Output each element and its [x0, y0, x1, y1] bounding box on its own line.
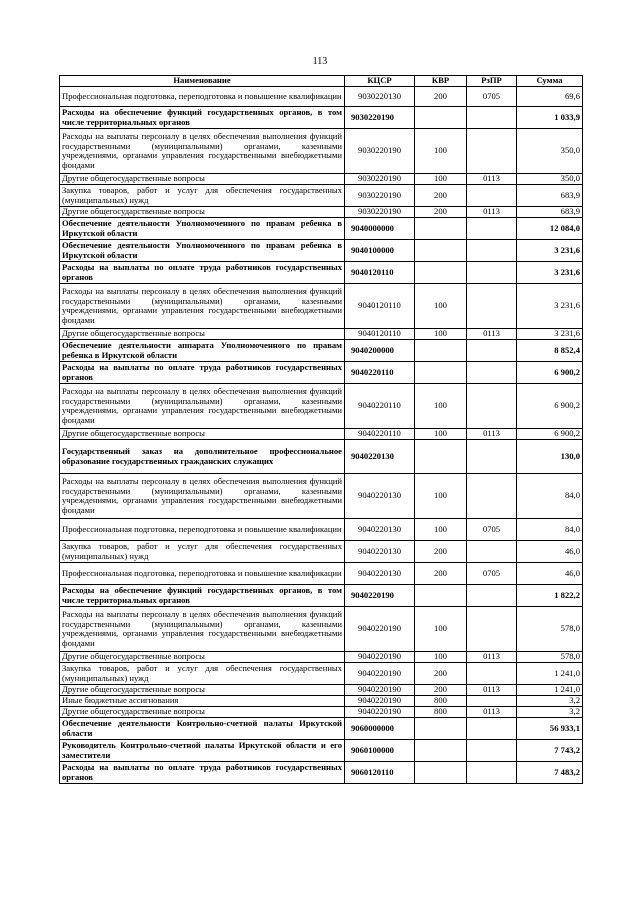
cell-rzpr [467, 340, 517, 362]
cell-kcsr: 9030220190 [345, 207, 415, 218]
cell-name: Обеспечение деятельности аппарата Уполномоченного по правам ребенка в Иркутской области [60, 340, 345, 362]
cell-kcsr: 9060120110 [345, 762, 415, 784]
cell-rzpr [467, 284, 517, 329]
table-row [60, 340, 583, 362]
cell-rzpr [467, 218, 517, 240]
cell-kvr [415, 440, 467, 474]
table-row [60, 563, 583, 585]
cell-sum: 350,0 [517, 129, 583, 174]
table-row [60, 87, 583, 107]
cell-kcsr: 9040000000 [345, 218, 415, 240]
cell-name: Расходы на выплаты персоналу в целях обеспечения выполнения функций государственными (муниципальными) органами, казенными учреждениями, органами управления государственными внебюджетными фондами [60, 284, 345, 329]
cell-kcsr: 9030220190 [345, 185, 415, 207]
table-row [60, 107, 583, 129]
cell-name: Профессиональная подготовка, переподготовка и повышение квалификации [60, 519, 345, 541]
cell-name: Другие общегосударственные вопросы [60, 174, 345, 185]
cell-sum: 130,0 [517, 440, 583, 474]
cell-sum: 56 933,1 [517, 718, 583, 740]
cell-sum: 1 241,0 [517, 663, 583, 685]
cell-name: Расходы на выплаты персоналу в целях обеспечения выполнения функций государственными (муниципальными) органами, казенными учреждениями, органами управления государственными внебюджетными фондами [60, 129, 345, 174]
cell-kcsr: 9030220190 [345, 107, 415, 129]
cell-sum: 3,2 [517, 707, 583, 718]
cell-name: Другие общегосударственные вопросы [60, 329, 345, 340]
table-row [60, 718, 583, 740]
cell-kvr [415, 362, 467, 384]
cell-kcsr: 9040120110 [345, 284, 415, 329]
cell-kvr: 100 [415, 652, 467, 663]
header-rzpr: РзПР [467, 76, 517, 87]
cell-name: Закупка товаров, работ и услуг для обеспечения государственных (муниципальных) нужд [60, 663, 345, 685]
cell-kcsr: 9040200000 [345, 340, 415, 362]
cell-sum: 12 084,0 [517, 218, 583, 240]
cell-rzpr: 0705 [467, 563, 517, 585]
cell-kcsr: 9040220190 [345, 685, 415, 696]
cell-name: Расходы на выплаты персоналу в целях обеспечения выполнения функций государственными (муниципальными) органами, казенными учреждениями, органами управления государственными внебюджетными фондами [60, 384, 345, 429]
cell-sum: 7 743,2 [517, 740, 583, 762]
cell-sum: 3 231,6 [517, 240, 583, 262]
cell-kvr: 100 [415, 284, 467, 329]
cell-kcsr: 9040220190 [345, 585, 415, 607]
cell-kcsr: 9030220190 [345, 129, 415, 174]
cell-kvr: 200 [415, 541, 467, 563]
cell-name: Расходы на выплаты по оплате труда работников государственных органов [60, 762, 345, 784]
cell-rzpr [467, 129, 517, 174]
cell-name: Расходы на обеспечение функций государственных органов, в том числе территориальных органов [60, 107, 345, 129]
cell-sum: 6 900,2 [517, 384, 583, 429]
cell-kvr: 100 [415, 174, 467, 185]
cell-sum: 84,0 [517, 519, 583, 541]
table-row [60, 384, 583, 429]
cell-kvr: 100 [415, 474, 467, 519]
cell-rzpr [467, 607, 517, 652]
table-row [60, 362, 583, 384]
table-row [60, 663, 583, 685]
cell-kcsr: 9040220110 [345, 429, 415, 440]
cell-sum: 3 231,6 [517, 329, 583, 340]
cell-name: Руководитель Контрольно-счетной палаты Иркутской области и его заместители [60, 740, 345, 762]
cell-kcsr: 9040220190 [345, 663, 415, 685]
cell-name: Расходы на выплаты по оплате труда работников государственных органов [60, 362, 345, 384]
cell-rzpr [467, 762, 517, 784]
table-row [60, 329, 583, 340]
cell-rzpr: 0705 [467, 87, 517, 107]
cell-kcsr: 9040220110 [345, 384, 415, 429]
cell-sum: 6 900,2 [517, 362, 583, 384]
cell-kvr: 200 [415, 87, 467, 107]
cell-kvr: 200 [415, 185, 467, 207]
cell-kvr: 100 [415, 429, 467, 440]
cell-name: Расходы на обеспечение функций государственных органов, в том числе территориальных органов [60, 585, 345, 607]
cell-kvr: 100 [415, 607, 467, 652]
cell-sum: 3 231,6 [517, 284, 583, 329]
table-row [60, 585, 583, 607]
table-row [60, 218, 583, 240]
cell-name: Расходы на выплаты персоналу в целях обеспечения выполнения функций государственными (муниципальными) органами, казенными учреждениями, органами управления государственными внебюджетными фондами [60, 607, 345, 652]
cell-kvr [415, 218, 467, 240]
cell-name: Профессиональная подготовка, переподготовка и повышение квалификации [60, 87, 345, 107]
cell-sum: 84,0 [517, 474, 583, 519]
cell-name: Обеспечение деятельности Контрольно-счетной палаты Иркутской области [60, 718, 345, 740]
cell-rzpr [467, 262, 517, 284]
cell-kcsr: 9040220130 [345, 474, 415, 519]
cell-sum: 1 822,2 [517, 585, 583, 607]
cell-name: Расходы на выплаты по оплате труда работников государственных органов [60, 262, 345, 284]
table-row [60, 262, 583, 284]
table-row [60, 284, 583, 329]
cell-kvr: 100 [415, 129, 467, 174]
table-row [60, 707, 583, 718]
cell-rzpr: 0113 [467, 174, 517, 185]
table-row [60, 474, 583, 519]
cell-rzpr [467, 474, 517, 519]
cell-kvr: 200 [415, 563, 467, 585]
table-row [60, 440, 583, 474]
cell-sum: 683,9 [517, 185, 583, 207]
cell-kvr: 100 [415, 519, 467, 541]
cell-kvr [415, 762, 467, 784]
cell-name: Закупка товаров, работ и услуг для обеспечения государственных (муниципальных) нужд [60, 185, 345, 207]
cell-kcsr: 9040220190 [345, 607, 415, 652]
cell-rzpr [467, 107, 517, 129]
cell-sum: 8 852,4 [517, 340, 583, 362]
cell-rzpr [467, 740, 517, 762]
cell-rzpr [467, 185, 517, 207]
table-row [60, 207, 583, 218]
cell-sum: 6 900,2 [517, 429, 583, 440]
cell-kcsr: 9040220110 [345, 362, 415, 384]
cell-rzpr: 0705 [467, 519, 517, 541]
table-row [60, 696, 583, 707]
table-row [60, 429, 583, 440]
page-number: 113 [312, 56, 328, 67]
cell-rzpr [467, 240, 517, 262]
table-body [60, 87, 583, 784]
cell-sum: 1 241,0 [517, 685, 583, 696]
cell-name: Государственный заказ на дополнительное профессиональное образование государственных гражданских служащих [60, 440, 345, 474]
table-row [60, 519, 583, 541]
cell-name: Профессиональная подготовка, переподготовка и повышение квалификации [60, 563, 345, 585]
table-row [60, 174, 583, 185]
cell-sum: 46,0 [517, 563, 583, 585]
header-kcsr: КЦСР [345, 76, 415, 87]
cell-name: Другие общегосударственные вопросы [60, 685, 345, 696]
cell-kvr: 800 [415, 707, 467, 718]
cell-name: Обеспечение деятельности Уполномоченного по правам ребенка в Иркутской области [60, 240, 345, 262]
cell-sum: 350,0 [517, 174, 583, 185]
cell-name: Закупка товаров, работ и услуг для обеспечения государственных (муниципальных) нужд [60, 541, 345, 563]
cell-kvr: 800 [415, 696, 467, 707]
table-row [60, 685, 583, 696]
cell-kcsr: 9040220130 [345, 519, 415, 541]
table-row [60, 762, 583, 784]
table-header-row [60, 76, 583, 87]
cell-name: Обеспечение деятельности Уполномоченного по правам ребенка в Иркутской области [60, 218, 345, 240]
cell-rzpr [467, 440, 517, 474]
cell-name: Иные бюджетные ассигнования [60, 696, 345, 707]
cell-kcsr: 9040220190 [345, 696, 415, 707]
cell-sum: 578,0 [517, 652, 583, 663]
cell-sum: 7 483,2 [517, 762, 583, 784]
cell-sum: 46,0 [517, 541, 583, 563]
cell-rzpr: 0113 [467, 707, 517, 718]
cell-kvr [415, 718, 467, 740]
cell-kcsr: 9030220190 [345, 174, 415, 185]
header-kvr: КВР [415, 76, 467, 87]
cell-rzpr: 0113 [467, 329, 517, 340]
budget-table [59, 75, 583, 784]
cell-kvr [415, 585, 467, 607]
table-row [60, 607, 583, 652]
cell-name: Другие общегосударственные вопросы [60, 207, 345, 218]
cell-rzpr [467, 718, 517, 740]
cell-kvr [415, 240, 467, 262]
cell-sum: 683,9 [517, 207, 583, 218]
cell-kcsr: 9040120110 [345, 329, 415, 340]
cell-rzpr [467, 362, 517, 384]
cell-name: Другие общегосударственные вопросы [60, 429, 345, 440]
cell-rzpr: 0113 [467, 429, 517, 440]
cell-kvr: 200 [415, 207, 467, 218]
table-row [60, 541, 583, 563]
header-name: Наименование [60, 76, 345, 87]
cell-kvr: 200 [415, 685, 467, 696]
cell-kcsr: 9040220130 [345, 440, 415, 474]
cell-rzpr [467, 696, 517, 707]
cell-sum: 578,0 [517, 607, 583, 652]
cell-kcsr: 9040220130 [345, 563, 415, 585]
cell-kvr [415, 340, 467, 362]
cell-rzpr [467, 663, 517, 685]
cell-rzpr: 0113 [467, 207, 517, 218]
cell-kcsr: 9040220190 [345, 707, 415, 718]
table-row [60, 185, 583, 207]
cell-kcsr: 9040220130 [345, 541, 415, 563]
table-row [60, 740, 583, 762]
cell-kcsr: 9040120110 [345, 262, 415, 284]
cell-kcsr: 9060000000 [345, 718, 415, 740]
cell-kcsr: 9060100000 [345, 740, 415, 762]
cell-kvr: 100 [415, 384, 467, 429]
cell-kvr [415, 262, 467, 284]
cell-kcsr: 9030220130 [345, 87, 415, 107]
cell-kvr [415, 107, 467, 129]
cell-rzpr [467, 585, 517, 607]
table-row [60, 240, 583, 262]
cell-kcsr: 9040100000 [345, 240, 415, 262]
table-row [60, 129, 583, 174]
cell-sum: 3,2 [517, 696, 583, 707]
cell-kvr: 200 [415, 663, 467, 685]
header-sum: Сумма [517, 76, 583, 87]
cell-rzpr [467, 384, 517, 429]
cell-kcsr: 9040220190 [345, 652, 415, 663]
cell-rzpr: 0113 [467, 652, 517, 663]
cell-rzpr: 0113 [467, 685, 517, 696]
cell-kvr: 100 [415, 329, 467, 340]
cell-name: Другие общегосударственные вопросы [60, 652, 345, 663]
table-row [60, 652, 583, 663]
cell-kvr [415, 740, 467, 762]
cell-rzpr [467, 541, 517, 563]
cell-sum: 1 033,9 [517, 107, 583, 129]
cell-sum: 3 231,6 [517, 262, 583, 284]
cell-name: Другие общегосударственные вопросы [60, 707, 345, 718]
cell-name: Расходы на выплаты персоналу в целях обеспечения выполнения функций государственными (муниципальными) органами, казенными учреждениями, органами управления государственными внебюджетными фондами [60, 474, 345, 519]
cell-sum: 69,6 [517, 87, 583, 107]
